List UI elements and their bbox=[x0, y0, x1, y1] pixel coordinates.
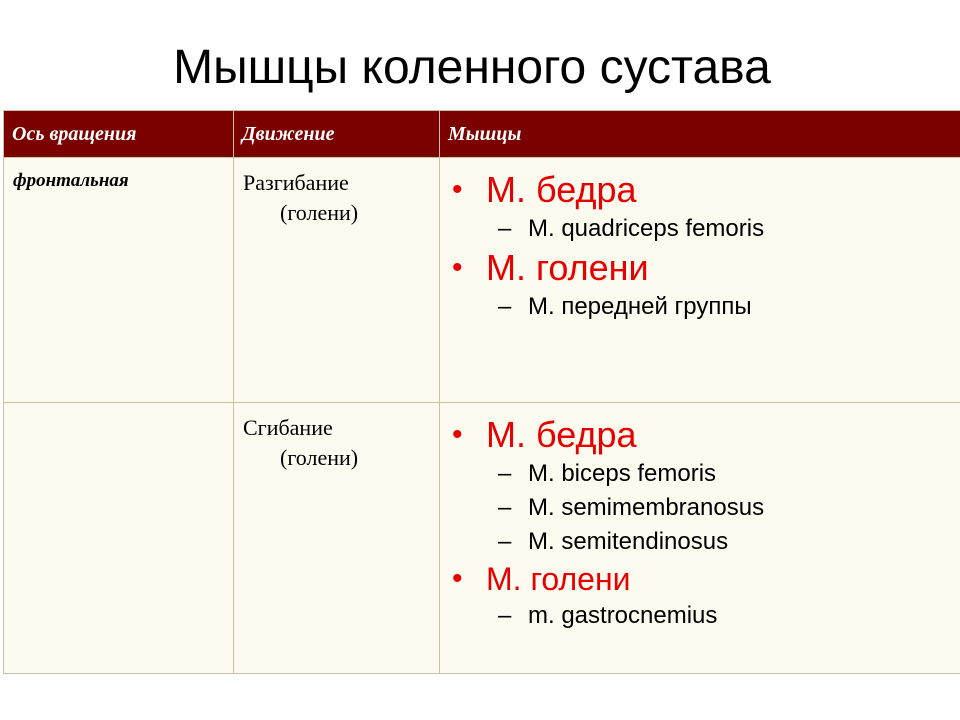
muscle-item-label: m. gastrocnemius bbox=[528, 602, 718, 629]
axis-cell: фронтальная bbox=[4, 158, 234, 403]
dash-icon: – bbox=[498, 602, 512, 629]
muscle-group-label: М. голени bbox=[486, 247, 649, 288]
muscle-group bbox=[440, 413, 960, 559]
header-movement: Движение bbox=[234, 111, 440, 158]
dash-icon: – bbox=[498, 215, 512, 242]
table-row bbox=[4, 403, 960, 674]
header-muscles: Мышцы bbox=[440, 111, 960, 158]
muscle-item-label: M. semimembranosus bbox=[528, 494, 765, 521]
header-axis: Ось вращения bbox=[4, 111, 234, 158]
bullet-icon: • bbox=[452, 418, 463, 451]
muscle-item-label: M. quadriceps femoris bbox=[528, 215, 765, 242]
muscle-item bbox=[440, 491, 960, 525]
muscle-group bbox=[440, 168, 960, 246]
muscle-item bbox=[440, 457, 960, 491]
muscle-group-heading bbox=[440, 246, 960, 290]
muscle-group-heading bbox=[440, 559, 960, 599]
dash-icon: – bbox=[498, 494, 512, 521]
muscle-group bbox=[440, 246, 960, 324]
muscle-item bbox=[440, 525, 960, 559]
muscle-item-label: M. biceps femoris bbox=[528, 460, 717, 487]
muscles-cell bbox=[440, 403, 960, 674]
slide-title: Мышцы коленного сустава bbox=[173, 41, 771, 94]
movement-label: Сгибание bbox=[243, 415, 333, 440]
dash-icon: – bbox=[498, 293, 512, 320]
dash-icon: – bbox=[498, 460, 512, 487]
table-row bbox=[4, 158, 960, 403]
muscle-group-heading bbox=[440, 168, 960, 212]
muscle-table bbox=[3, 110, 960, 674]
table-header-row bbox=[4, 111, 960, 158]
muscle-item bbox=[440, 212, 960, 246]
bullet-icon: • bbox=[452, 173, 463, 206]
muscle-group-label: М. бедра bbox=[486, 414, 637, 455]
bullet-icon: • bbox=[452, 251, 463, 284]
muscle-item bbox=[440, 599, 960, 633]
movement-sublabel: (голени) bbox=[280, 445, 359, 470]
movement-cell bbox=[234, 158, 440, 403]
muscle-item-label: M. semitendinosus bbox=[528, 528, 729, 555]
dash-icon: – bbox=[498, 528, 512, 555]
muscle-group bbox=[440, 559, 960, 633]
movement-label: Разгибание bbox=[243, 170, 349, 195]
muscle-group-label: М. бедра bbox=[486, 169, 637, 210]
axis-cell bbox=[4, 403, 234, 674]
muscle-item bbox=[440, 290, 960, 324]
muscle-group-heading bbox=[440, 413, 960, 457]
muscles-cell bbox=[440, 158, 960, 403]
movement-sublabel: (голени) bbox=[280, 200, 359, 225]
muscle-item-label: М. передней группы bbox=[528, 293, 752, 320]
movement-cell bbox=[234, 403, 440, 674]
bullet-icon: • bbox=[452, 562, 463, 595]
muscle-group-label: М. голени bbox=[486, 561, 631, 597]
